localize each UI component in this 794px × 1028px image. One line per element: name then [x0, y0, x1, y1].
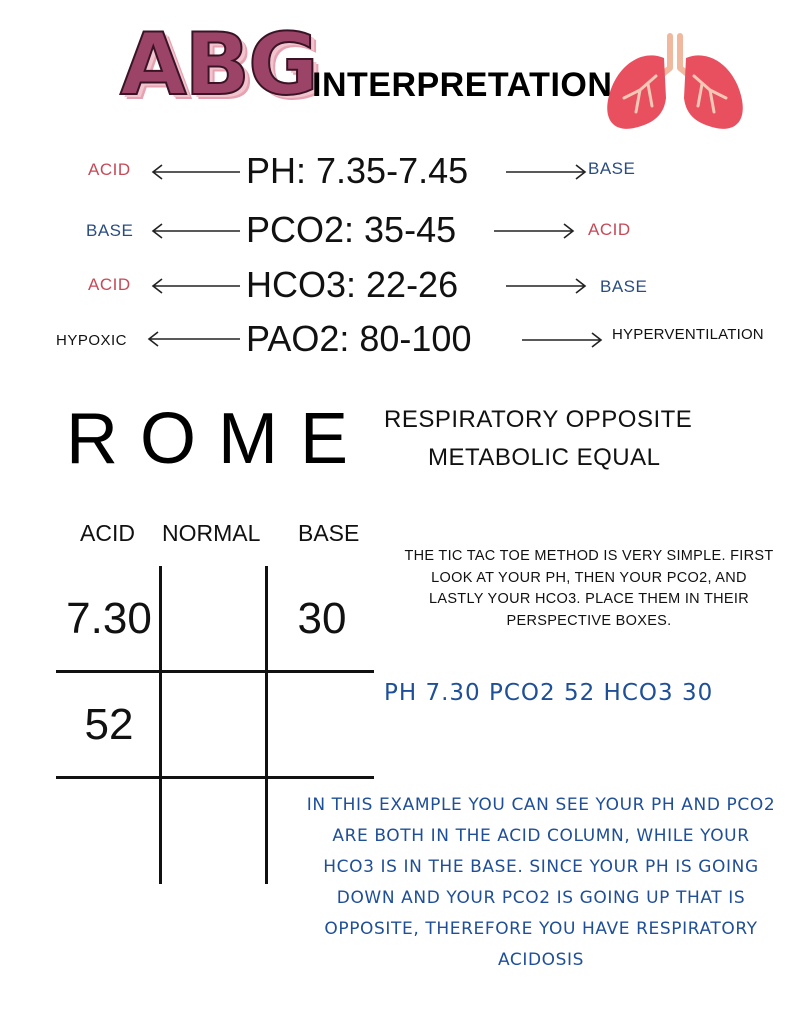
title-abg: ABG [120, 15, 317, 115]
pco2-left-label: BASE [86, 221, 134, 240]
rome-line-1: RESPIRATORY OPPOSITE [384, 406, 693, 433]
grid-header-normal: NORMAL [162, 520, 261, 546]
pco2-range: PCO2: 35-45 [246, 209, 457, 250]
right-arrow-icon [504, 162, 588, 182]
left-arrow-icon [150, 276, 242, 296]
pao2-right-label: HYPERVENTILATION [612, 326, 764, 343]
grid-cell-base-hco3: 30 [297, 594, 347, 643]
title-interpretation: INTERPRETATION [312, 66, 613, 104]
ph-range: PH: 7.35-7.45 [246, 150, 469, 191]
hco3-left-label: ACID [88, 275, 131, 294]
example-values: PH 7.30 PCO2 52 HCO3 30 [384, 680, 714, 706]
hco3-right-label: BASE [600, 277, 648, 296]
left-arrow-icon [150, 162, 242, 182]
lungs-icon [600, 28, 750, 136]
explanation-text: IN THIS EXAMPLE YOU CAN SEE YOUR PH AND PCO2 ARE BOTH IN THE ACID COLUMN, WHILE YOUR HCO3 IS IN THE BASE. SINCE YOUR PH IS GOING DOWN AND YOUR PCO2 IS GOING UP THAT IS OPPOSITE, THEREFORE YOU HAVE RESPIRATORY ACIDOSIS [306, 795, 776, 970]
rome-heading: ROME [66, 399, 370, 479]
grid-cell-acid-ph: 7.30 [66, 594, 152, 643]
grid-line-horizontal-2 [56, 776, 374, 779]
pao2-left-label: HYPOXIC [56, 332, 128, 349]
right-arrow-icon [520, 330, 604, 350]
grid-line-vertical-2 [265, 566, 268, 884]
grid-cell-acid-pco2: 52 [84, 700, 134, 749]
pco2-right-label: ACID [588, 220, 631, 239]
grid-line-horizontal-1 [56, 670, 374, 673]
left-arrow-icon [150, 221, 242, 241]
hco3-range: HCO3: 22-26 [246, 264, 459, 305]
right-arrow-icon [504, 276, 588, 296]
right-arrow-icon [492, 221, 576, 241]
left-arrow-icon [146, 329, 242, 349]
ph-left-label: ACID [88, 160, 131, 179]
grid-line-vertical-1 [159, 566, 162, 884]
rome-line-2: METABOLIC EQUAL [428, 444, 661, 471]
grid-header-base: BASE [298, 520, 360, 546]
ph-right-label: BASE [588, 159, 636, 178]
pao2-range: PAO2: 80-100 [246, 318, 472, 359]
grid-header-acid: ACID [80, 520, 135, 546]
instructions-text: THE TIC TAC TOE METHOD IS VERY SIMPLE. FIRST LOOK AT YOUR PH, THEN YOUR PCO2, AND LASTLY YOUR HCO3. PLACE THEM IN THEIR PERSPECTIVE BOXES. [404, 548, 774, 629]
